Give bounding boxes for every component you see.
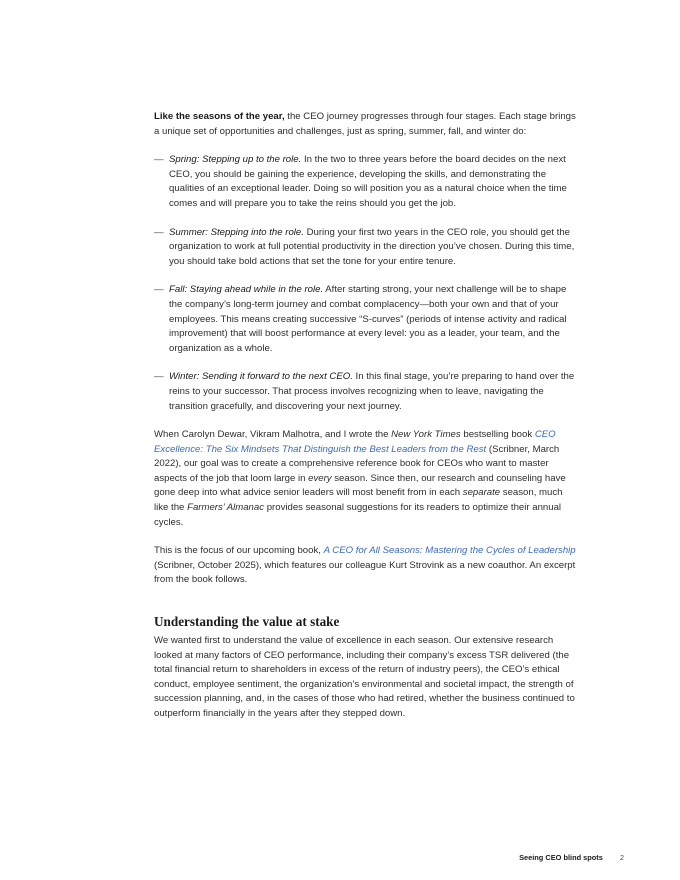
dash-bullet: — — [154, 154, 164, 166]
para-text: season. Since then, our research and counseling have gone deep into what advice senior leaders will most benefit from in each — [154, 472, 566, 499]
dash-bullet: — — [154, 226, 164, 238]
ceo-excellence-book-link[interactable]: CEO Excellence: The Six Mindsets That Distinguish the Best Leaders from the Rest — [154, 429, 556, 455]
page-footer — [519, 853, 624, 862]
list-item-spring — [154, 153, 578, 211]
ceo-all-seasons-book-link[interactable]: A CEO for All Seasons: Mastering the Cycles of Leadership — [323, 545, 576, 557]
para-text: (Scribner, October 2025), which features our colleague Kurt Strovink as a new coauthor. An excerpt from the book follows. — [154, 559, 576, 586]
page-number: 2 — [619, 853, 624, 862]
season-lead: Winter: Sending it forward to the next CEO. — [169, 371, 353, 383]
farmers-almanac: Farmers’ Almanac — [187, 502, 265, 514]
season-lead: Spring: Stepping up to the role. — [169, 154, 302, 166]
footer-title: Seeing CEO blind spots — [519, 853, 603, 862]
para-text: When Carolyn Dewar, Vikram Malhotra, and I wrote the — [154, 429, 392, 441]
season-lead: Summer: Stepping into the role. — [169, 226, 304, 238]
season-text: During your first two years in the CEO role, you should get the organization to work at full potential productivity in the direction you’ve chosen. During this time, you should take bold actions that set the tone for your entire tenure. — [169, 226, 575, 267]
list-item-winter — [154, 370, 578, 414]
para-text: season, much like the — [154, 487, 563, 514]
dash-bullet: — — [154, 371, 164, 383]
list-item-summer — [154, 226, 578, 270]
dash-bullet: — — [154, 284, 164, 296]
upcoming-book-paragraph — [154, 544, 578, 588]
section-body: We wanted first to understand the value of excellence in each season. Our extensive research looked at many factors of CEO performance, including their company’s excess TSR delivered (the total financial return to shareholders in excess of the return of industry peers), the CEO’s ethical conduct, employee sentiment, the organization’s environmental and societal impact, the strength of succession planning, and, in the cases of those who had retired, whether the business continued to outperform financially in the years after they stepped down. — [154, 635, 575, 719]
season-text: In the two to three years before the board decides on the next CEO, you should be gaining the experience, developing the skills, and demonstrating the qualities of an exceptional leader. Doing so will position you as a natural choice when the time comes and will prepare you to take the reins should you get the job. — [169, 154, 567, 209]
publication-name: New York Times — [391, 429, 461, 441]
para-text: bestselling book — [460, 429, 535, 441]
emphasis-every: every — [308, 472, 332, 484]
season-lead: Fall: Staying ahead while in the role. — [169, 284, 324, 296]
para-text: provides seasonal suggestions for its readers to optimize their annual cycles. — [154, 502, 562, 528]
intro-text: the CEO journey progresses through four stages. Each stage brings a unique set of opportunities and challenges, just as spring, summer, fall, and winter do: — [154, 111, 576, 137]
para-text: This is the focus of our upcoming book, — [154, 545, 324, 557]
ceo-excellence-paragraph — [154, 428, 578, 530]
intro-lead: Like the seasons of the year, — [154, 111, 285, 122]
list-item-fall — [154, 283, 578, 356]
emphasis-separate: separate — [462, 487, 501, 499]
season-text: After starting strong, your next challenge will be to shape the company’s long-term journey and combat complacency—both your own and that of your employees. This means creating successive “S-curves” (periods of intense activity and radical improvement) that will boost performance at every level: you as a leader, your team, and the organization as a whole. — [169, 284, 567, 354]
section-heading: Understanding the value at stake — [154, 614, 340, 630]
article-body — [154, 110, 578, 722]
para-text: (Scribner, March 2022), our goal was to create a comprehensive reference book for CEOs who want to master aspects of the job that loom large in — [154, 443, 560, 484]
season-text: In this final stage, you’re preparing to hand over the reins to your successor. That process involves recognizing when to leave, navigating the transition gracefully, and discovering your next journey. — [169, 371, 575, 412]
intro-paragraph — [154, 110, 578, 139]
seasons-list — [154, 153, 578, 414]
